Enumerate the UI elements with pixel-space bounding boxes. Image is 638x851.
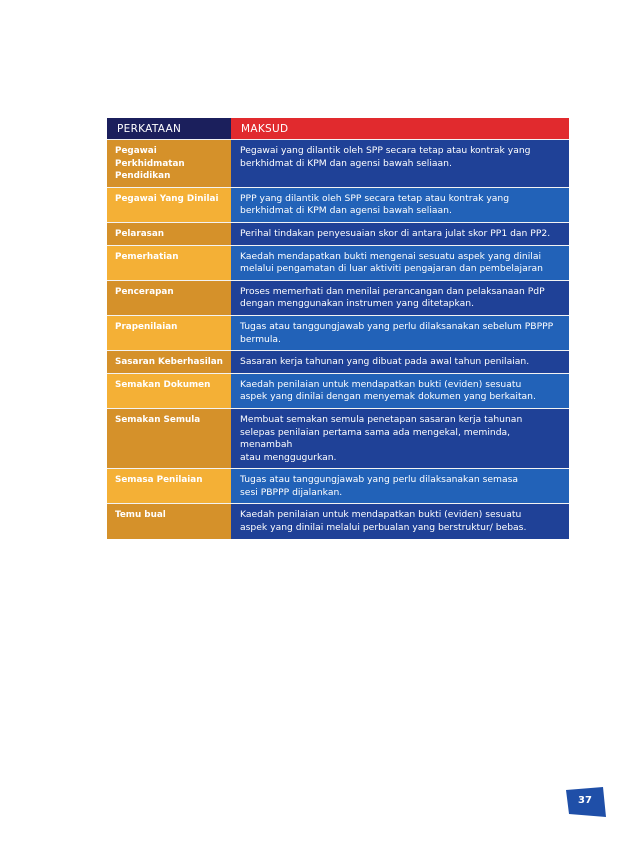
term-cell: Sasaran Keberhasilan — [107, 351, 231, 374]
term-cell: Semakan Semula — [107, 408, 231, 468]
header-perkataan: PERKATAAN — [107, 118, 231, 140]
glossary-table — [107, 118, 569, 539]
definition-cell: Membuat semakan semula penetapan sasaran kerja tahunan selepas penilaian pertama sama ada mengekal, meminda, menambah atau menggugurkan. — [231, 408, 569, 468]
definition-cell: PPP yang dilantik oleh SPP secara tetap atau kontrak yang berkhidmat di KPM dan agensi bawah seliaan. — [231, 187, 569, 222]
table-row — [107, 187, 569, 222]
term-cell: Semakan Dokumen — [107, 373, 231, 408]
table-row — [107, 469, 569, 504]
term-cell: Pelarasan — [107, 222, 231, 245]
page-number-badge — [566, 787, 606, 817]
table-row — [107, 315, 569, 350]
glossary-body — [107, 140, 569, 539]
term-cell: Semasa Penilaian — [107, 469, 231, 504]
term-cell: Temu bual — [107, 504, 231, 539]
definition-cell: Tugas atau tanggungjawab yang perlu dilaksanakan sebelum PBPPP bermula. — [231, 315, 569, 350]
table-row — [107, 222, 569, 245]
definition-cell: Kaedah penilaian untuk mendapatkan bukti (eviden) sesuatu aspek yang dinilai melalui perbualan yang berstruktur/ bebas. — [231, 504, 569, 539]
page-number: 37 — [578, 795, 592, 806]
definition-cell: Kaedah penilaian untuk mendapatkan bukti (eviden) sesuatu aspek yang dinilai dengan menyemak dokumen yang berkaitan. — [231, 373, 569, 408]
definition-cell: Sasaran kerja tahunan yang dibuat pada awal tahun penilaian. — [231, 351, 569, 374]
term-cell: Pegawai Perkhidmatan Pendidikan — [107, 140, 231, 188]
definition-cell: Tugas atau tanggungjawab yang perlu dilaksanakan semasa sesi PBPPP dijalankan. — [231, 469, 569, 504]
definition-cell: Pegawai yang dilantik oleh SPP secara tetap atau kontrak yang berkhidmat di KPM dan agensi bawah seliaan. — [231, 140, 569, 188]
definition-cell: Kaedah mendapatkan bukti mengenai sesuatu aspek yang dinilai melalui pengamatan di luar aktiviti pengajaran dan pembelajaran — [231, 245, 569, 280]
definition-cell: Perihal tindakan penyesuaian skor di antara julat skor PP1 dan PP2. — [231, 222, 569, 245]
table-row — [107, 280, 569, 315]
table-row — [107, 140, 569, 188]
table-row — [107, 351, 569, 374]
table-row — [107, 245, 569, 280]
table-row — [107, 373, 569, 408]
table-row — [107, 408, 569, 468]
term-cell: Pencerapan — [107, 280, 231, 315]
definition-cell: Proses memerhati dan menilai perancangan dan pelaksanaan PdP dengan menggunakan instrumen yang ditetapkan. — [231, 280, 569, 315]
table-row — [107, 504, 569, 539]
term-cell: Pemerhatian — [107, 245, 231, 280]
term-cell: Pegawai Yang Dinilai — [107, 187, 231, 222]
table-header-row — [107, 118, 569, 140]
header-maksud: MAKSUD — [231, 118, 569, 140]
term-cell: Prapenilaian — [107, 315, 231, 350]
